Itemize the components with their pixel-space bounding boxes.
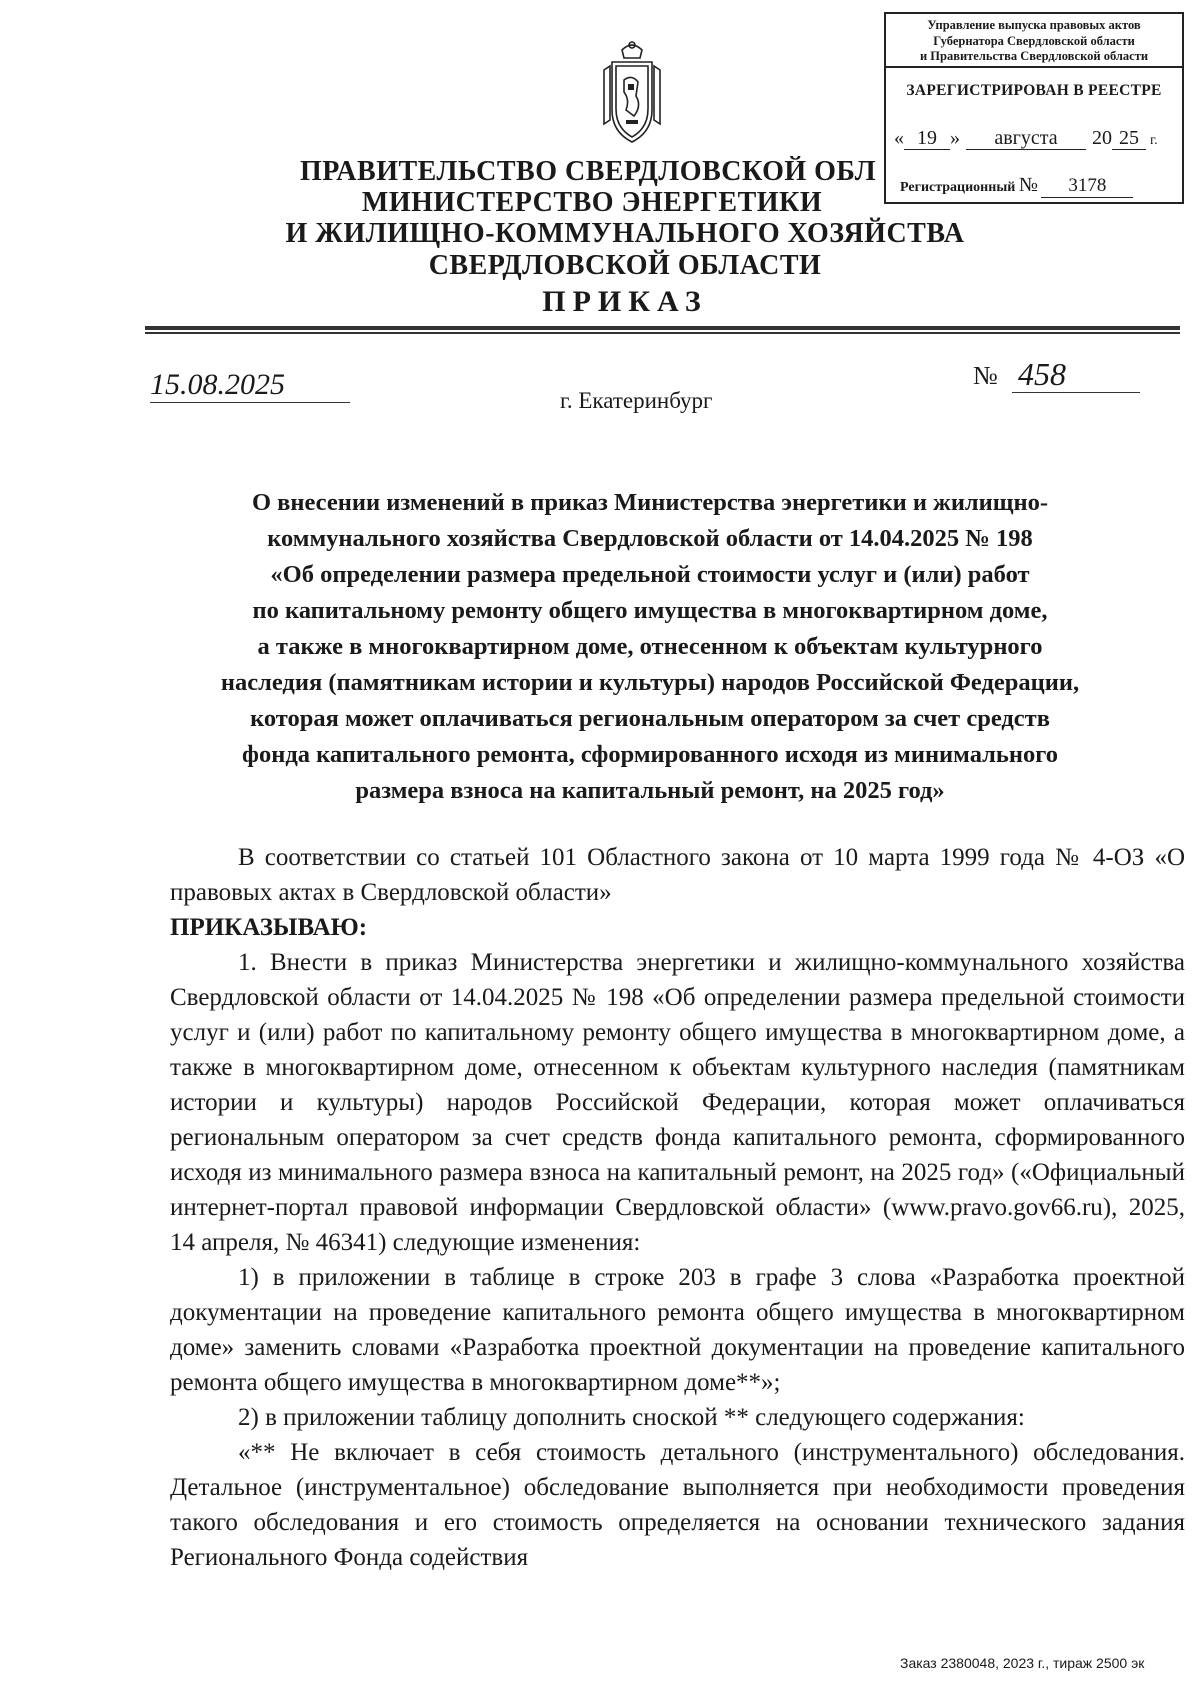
document-type: ПРИКАЗ — [542, 285, 708, 318]
subject-line: по капитальному ремонту общего имущества в многоквартирном доме, — [252, 597, 1048, 624]
stamp-reg-number: 3178 — [1041, 175, 1133, 198]
stamp-month: августа — [966, 127, 1086, 150]
stamp-year-suffix: 25 — [1112, 127, 1146, 150]
order-body — [170, 840, 1185, 1575]
stamp-year-prefix: 20 — [1092, 127, 1112, 149]
footnote-paragraph: «** Не включает в себя стоимость детального (инструментального) обследования. Детальное (инструментальное) обследование выполняется при необходимости проведения такого обследования и его стоимость определяется на основании технического задания Регионального Фонда содействия — [170, 1439, 1185, 1571]
subitem-1-paragraph: 1) в приложении в таблице в строке 203 в графе 3 слова «Разработка проектной документации на проведение капитального ремонта общего имущества в многоквартирном доме» заменить словами «Разработка проектной документации на проведение капитального ремонта общего имущества в многоквартирном доме**»; — [170, 1264, 1185, 1396]
stamp-registration-number — [900, 174, 1133, 198]
order-number: 458 — [1012, 356, 1140, 393]
coat-of-arms-icon — [602, 40, 662, 150]
stamp-day: 19 — [904, 127, 950, 150]
stamp-header — [886, 14, 1182, 68]
stamp-registered-label: ЗАРЕГИСТРИРОВАН В РЕЕСТРЕ — [906, 82, 1162, 99]
subject-line: О внесении изменений в приказ Министерства энергетики и жилищно- — [251, 489, 1049, 516]
preamble-paragraph: В соответствии со статьей 101 Областного закона от 10 марта 1999 года № 4-ОЗ «О правовых актах в Свердловской области» — [170, 844, 1185, 906]
subject-line: которая может оплачиваться региональным оператором за счет средств — [250, 705, 1050, 732]
order-word: ПРИКАЗЫВАЮ: — [170, 914, 368, 941]
registration-stamp — [884, 12, 1184, 204]
subject-line: размера взноса на капитальный ремонт, на 2025 год» — [355, 777, 945, 804]
stamp-header-line: Управление выпуска правовых актов — [927, 18, 1141, 32]
stamp-header-line: Губернатора Свердловской области — [933, 33, 1135, 48]
stamp-date: « 19 » августа 20 25 г. — [894, 127, 1158, 149]
subject-line: наследия (памятникам истории и культуры) народов Российской Федерации, — [220, 669, 1080, 696]
subject-line: фонда капитального ремонта, сформированного исходя из минимального — [242, 741, 1058, 768]
item-1-paragraph: 1. Внести в приказ Министерства энергетики и жилищно-коммунального хозяйства Свердловской области от 14.04.2025 № 198 «Об определении размера предельной стоимости услуг и (или) работ по капитальному ремонту общего имущества в многоквартирном доме, а также в многоквартирном доме, отнесенном к объектам культурного наследия (памятникам истории и культуры) народов Российской Федерации, которая может оплачиваться региональным оператором за счет средств фонда капитального ремонта, сформированного исходя из минимального размера взноса на капитальный ремонт, на 2025 год» («Официальный интернет-портал правовой информации Свердловской области» (www.pravo.gov66.ru), 2025, 14 апреля, № 46341) следующие изменения: — [170, 949, 1185, 1256]
order-subject — [150, 485, 1150, 809]
header-divider — [145, 326, 1180, 330]
subject-line: «Об определении размера предельной стоимости услуг и (или) работ — [270, 561, 1030, 588]
subject-line: а также в многоквартирном доме, отнесенном к объектам культурного — [257, 633, 1043, 660]
order-number-label: № — [973, 361, 998, 390]
ministry-title: МИНИСТЕРСТВО ЭНЕРГЕТИКИ — [361, 187, 823, 218]
stamp-header-line: и Правительства Свердловской области — [919, 49, 1149, 63]
print-order-footer: Заказ 2380048, 2023 г., тираж 2500 эк — [900, 1655, 1145, 1671]
government-title: ПРАВИТЕЛЬСТВО СВЕРДЛОВСКОЙ ОБЛ — [300, 156, 877, 187]
header-divider-thin — [145, 332, 1180, 334]
order-city: г. Екатеринбург — [560, 388, 713, 413]
stamp-no-sign: № — [1018, 174, 1038, 196]
stamp-reg-label: Регистрационный — [900, 180, 1016, 195]
subitem-2-paragraph: 2) в приложении таблицу дополнить сноской ** следующего содержания: — [238, 1404, 1025, 1431]
stamp-year-unit: г. — [1150, 133, 1158, 148]
region-title: СВЕРДЛОВСКОЙ ОБЛАСТИ — [428, 250, 822, 281]
order-date: 15.08.2025 — [150, 368, 350, 403]
subject-line: коммунального хозяйства Свердловской области от 14.04.2025 № 198 — [267, 525, 1033, 552]
ministry-title-line: И ЖИЛИЩНО-КОММУНАЛЬНОГО ХОЗЯЙСТВА — [285, 218, 965, 249]
